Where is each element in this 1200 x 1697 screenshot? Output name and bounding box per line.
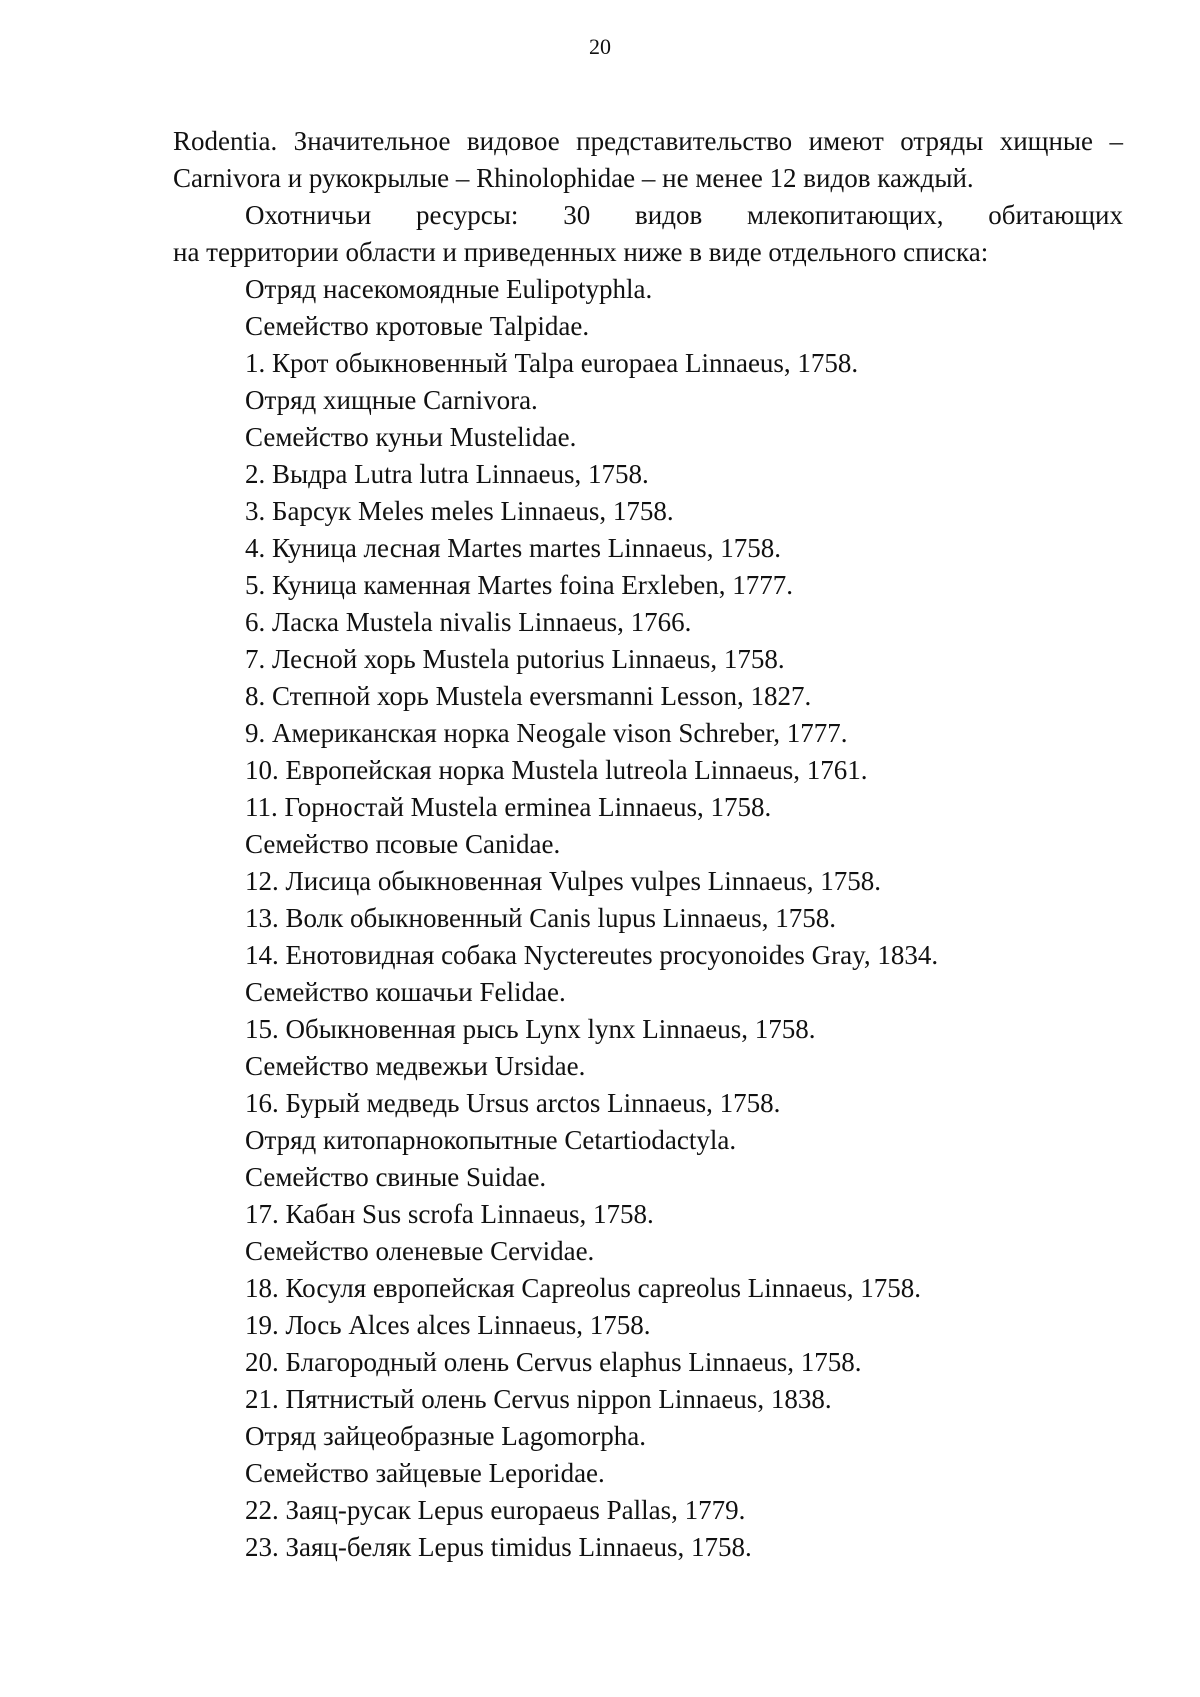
list-item: 7. Лесной хорь Mustela putorius Linnaeus, 1758. [245, 644, 785, 674]
list-item: Семейство медвежьи Ursidae. [245, 1051, 586, 1081]
list-item: 23. Заяц-беляк Lepus timidus Linnaeus, 1758. [245, 1532, 752, 1562]
list-item: 18. Косуля европейская Capreolus capreolus Linnaeus, 1758. [245, 1273, 922, 1303]
list-item: 16. Бурый медведь Ursus arctos Linnaeus, 1758. [245, 1088, 781, 1118]
list-item: 6. Ласка Mustela nivalis Linnaeus, 1766. [245, 607, 692, 637]
paragraph-rodentia-line-2: Carnivora и рукокрылые – Rhinolophidae – не менее 12 видов каждый. [173, 163, 974, 193]
list-item: 12. Лисица обыкновенная Vulpes vulpes Linnaeus, 1758. [245, 866, 882, 896]
list-item: 11. Горностай Mustela erminea Linnaeus, 1758. [245, 792, 772, 822]
list-item: Семейство кошачьи Felidae. [245, 977, 566, 1007]
list-item: 13. Волк обыкновенный Canis lupus Linnaeus, 1758. [245, 903, 836, 933]
list-item: 3. Барсук Meles meles Linnaeus, 1758. [245, 496, 674, 526]
paragraph-rodentia-line-1: Rodentia. Значительное видовое представительство имеют отряды хищные – [173, 126, 1123, 156]
document-body [173, 123, 1123, 1566]
list-item: 5. Куница каменная Martes foina Erxleben, 1777. [245, 570, 794, 600]
list-item: Отряд зайцеобразные Lagomorpha. [245, 1421, 646, 1451]
list-item: 4. Куница лесная Martes martes Linnaeus, 1758. [245, 533, 781, 563]
species-list [173, 271, 1123, 1566]
list-item: 8. Степной хорь Mustela eversmanni Lesson, 1827. [245, 681, 812, 711]
list-item: 14. Енотовидная собака Nyctereutes procyonoides Gray, 1834. [245, 940, 939, 970]
list-item: 19. Лось Alces alces Linnaeus, 1758. [245, 1310, 651, 1340]
list-item: 1. Крот обыкновенный Talpa europaea Linnaeus, 1758. [245, 348, 859, 378]
list-item: Отряд насекомоядные Eulipotyphla. [245, 274, 653, 304]
list-item: 15. Обыкновенная рысь Lynx lynx Linnaeus, 1758. [245, 1014, 816, 1044]
page-number: 20 [589, 34, 611, 59]
list-item: 9. Американская норка Neogale vison Schreber, 1777. [245, 718, 848, 748]
paragraph-hunting-resources-line-1: Охотничьи ресурсы: 30 видов млекопитающих, обитающих [245, 200, 1123, 230]
paragraph-hunting-resources-line-2: на территории области и приведенных ниже в виде отдельного списка: [173, 237, 989, 267]
list-item: 21. Пятнистый олень Cervus nippon Linnaeus, 1838. [245, 1384, 832, 1414]
list-item: Семейство зайцевые Leporidae. [245, 1458, 605, 1488]
list-item: 22. Заяц-русак Lepus europaeus Pallas, 1779. [245, 1495, 746, 1525]
list-item: Отряд хищные Carnivora. [245, 385, 538, 415]
list-item: Семейство псовые Canidae. [245, 829, 561, 859]
list-item: 2. Выдра Lutra lutra Linnaeus, 1758. [245, 459, 649, 489]
list-item: Отряд китопарнокопытные Cetartiodactyla. [245, 1125, 737, 1155]
list-item: Семейство куньи Mustelidae. [245, 422, 577, 452]
list-item: 20. Благородный олень Cervus elaphus Linnaeus, 1758. [245, 1347, 862, 1377]
list-item: 10. Европейская норка Mustela lutreola Linnaeus, 1761. [245, 755, 868, 785]
list-item: Семейство свиные Suidae. [245, 1162, 547, 1192]
list-item: 17. Кабан Sus scrofa Linnaeus, 1758. [245, 1199, 654, 1229]
list-item: Семейство оленевые Cervidae. [245, 1236, 595, 1266]
list-item: Семейство кротовые Talpidae. [245, 311, 590, 341]
